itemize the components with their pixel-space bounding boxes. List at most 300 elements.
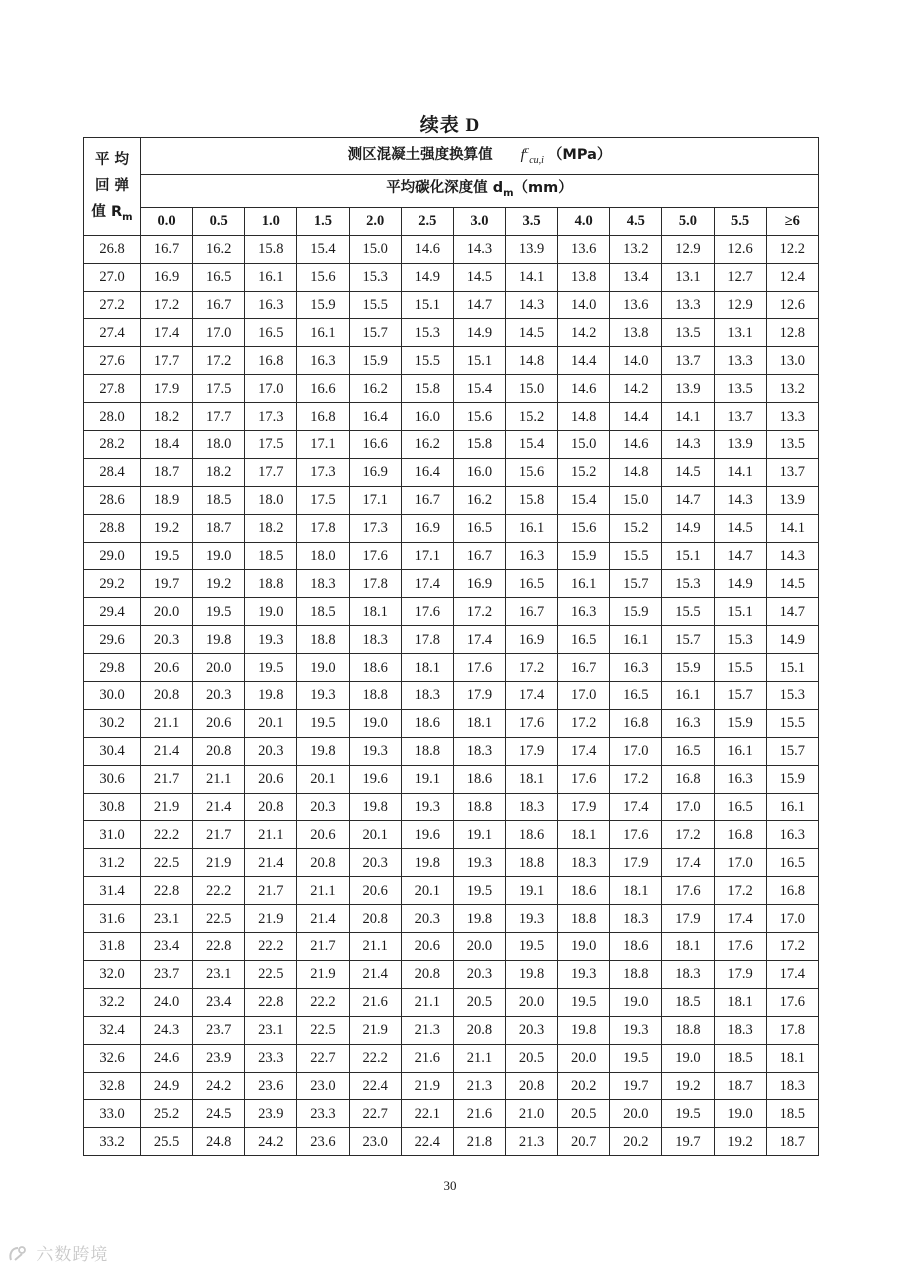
strength-value-cell: 19.7 xyxy=(662,1128,714,1156)
strength-value-cell: 17.2 xyxy=(766,933,818,961)
strength-value-cell: 20.2 xyxy=(610,1128,662,1156)
strength-value-cell: 21.4 xyxy=(193,793,245,821)
strength-value-cell: 16.7 xyxy=(401,486,453,514)
strength-value-cell: 13.3 xyxy=(662,291,714,319)
rebound-value-cell: 28.6 xyxy=(84,486,141,514)
strength-value-cell: 18.3 xyxy=(453,737,505,765)
strength-value-cell: 15.4 xyxy=(558,486,610,514)
table-row xyxy=(84,960,819,988)
strength-value-cell: 16.6 xyxy=(297,375,349,403)
strength-value-cell: 17.9 xyxy=(453,682,505,710)
strength-value-cell: 15.7 xyxy=(714,682,766,710)
strength-value-cell: 18.7 xyxy=(193,514,245,542)
strength-value-cell: 18.7 xyxy=(766,1128,818,1156)
strength-value-cell: 16.7 xyxy=(558,654,610,682)
strength-value-cell: 23.3 xyxy=(297,1100,349,1128)
strength-value-cell: 20.8 xyxy=(245,793,297,821)
strength-value-cell: 14.7 xyxy=(453,291,505,319)
strength-value-cell: 21.3 xyxy=(453,1072,505,1100)
strength-value-cell: 16.9 xyxy=(349,458,401,486)
strength-value-cell: 16.3 xyxy=(505,542,557,570)
strength-value-cell: 15.0 xyxy=(505,375,557,403)
strength-value-cell: 15.4 xyxy=(297,235,349,263)
table-row xyxy=(84,291,819,319)
strength-value-cell: 23.3 xyxy=(245,1044,297,1072)
strength-value-cell: 14.5 xyxy=(453,263,505,291)
strength-value-cell: 22.5 xyxy=(141,849,193,877)
table-row xyxy=(84,542,819,570)
rebound-value-cell: 30.6 xyxy=(84,765,141,793)
strength-value-cell: 14.3 xyxy=(505,291,557,319)
strength-value-cell: 19.8 xyxy=(558,1016,610,1044)
table-row xyxy=(84,403,819,431)
strength-value-cell: 21.1 xyxy=(297,877,349,905)
unit-text: （MPa） xyxy=(547,147,612,163)
row-header-line-2: 回 弹 xyxy=(94,178,130,195)
header-row-main xyxy=(84,138,819,175)
strength-value-cell: 16.9 xyxy=(505,626,557,654)
strength-value-cell: 17.4 xyxy=(401,570,453,598)
strength-value-cell: 20.1 xyxy=(245,709,297,737)
strength-value-cell: 23.1 xyxy=(245,1016,297,1044)
row-header-cell xyxy=(84,138,141,236)
strength-value-cell: 19.7 xyxy=(141,570,193,598)
strength-value-cell: 18.7 xyxy=(714,1072,766,1100)
strength-value-cell: 21.6 xyxy=(453,1100,505,1128)
strength-value-cell: 20.8 xyxy=(349,905,401,933)
strength-value-cell: 19.8 xyxy=(505,960,557,988)
table-row xyxy=(84,319,819,347)
strength-value-cell: 21.9 xyxy=(401,1072,453,1100)
strength-value-cell: 16.1 xyxy=(714,737,766,765)
strength-value-cell: 14.3 xyxy=(662,431,714,459)
table-row xyxy=(84,431,819,459)
strength-value-cell: 16.5 xyxy=(610,682,662,710)
strength-value-cell: 16.1 xyxy=(297,319,349,347)
strength-value-cell: 18.5 xyxy=(766,1100,818,1128)
strength-value-cell: 13.1 xyxy=(714,319,766,347)
strength-value-cell: 16.3 xyxy=(610,654,662,682)
strength-value-cell: 14.5 xyxy=(505,319,557,347)
strength-value-cell: 20.6 xyxy=(193,709,245,737)
strength-value-cell: 19.8 xyxy=(453,905,505,933)
strength-value-cell: 17.6 xyxy=(714,933,766,961)
strength-value-cell: 19.0 xyxy=(558,933,610,961)
column-header: 5.0 xyxy=(662,207,714,235)
column-header: 4.0 xyxy=(558,207,610,235)
strength-value-cell: 19.5 xyxy=(453,877,505,905)
strength-value-cell: 18.8 xyxy=(349,682,401,710)
strength-value-cell: 14.3 xyxy=(453,235,505,263)
strength-value-cell: 15.7 xyxy=(766,737,818,765)
strength-value-cell: 16.1 xyxy=(610,626,662,654)
strength-value-cell: 20.8 xyxy=(453,1016,505,1044)
strength-value-cell: 22.8 xyxy=(193,933,245,961)
column-header: 1.5 xyxy=(297,207,349,235)
strength-value-cell: 18.8 xyxy=(610,960,662,988)
strength-value-cell: 14.7 xyxy=(714,542,766,570)
strength-value-cell: 16.5 xyxy=(453,514,505,542)
strength-value-cell: 14.5 xyxy=(766,570,818,598)
rebound-value-cell: 31.6 xyxy=(84,905,141,933)
strength-value-cell: 16.1 xyxy=(245,263,297,291)
row-header-line-1: 平 均 xyxy=(94,152,130,169)
strength-value-cell: 19.5 xyxy=(610,1044,662,1072)
strength-value-cell: 18.8 xyxy=(662,1016,714,1044)
strength-value-cell: 17.9 xyxy=(714,960,766,988)
strength-value-cell: 17.6 xyxy=(401,598,453,626)
strength-value-cell: 18.1 xyxy=(558,821,610,849)
strength-value-cell: 16.9 xyxy=(401,514,453,542)
strength-value-cell: 17.4 xyxy=(714,905,766,933)
strength-value-cell: 18.4 xyxy=(141,431,193,459)
strength-value-cell: 13.5 xyxy=(766,431,818,459)
strength-value-cell: 13.5 xyxy=(714,375,766,403)
strength-value-cell: 16.0 xyxy=(401,403,453,431)
strength-value-cell: 15.5 xyxy=(349,291,401,319)
strength-value-cell: 21.4 xyxy=(349,960,401,988)
strength-value-cell: 20.1 xyxy=(349,821,401,849)
strength-value-cell: 23.7 xyxy=(141,960,193,988)
strength-value-cell: 16.8 xyxy=(714,821,766,849)
strength-value-cell: 15.2 xyxy=(558,458,610,486)
strength-value-cell: 19.3 xyxy=(349,737,401,765)
strength-value-cell: 15.5 xyxy=(766,709,818,737)
strength-value-cell: 22.2 xyxy=(245,933,297,961)
strength-value-cell: 12.6 xyxy=(714,235,766,263)
strength-value-cell: 17.2 xyxy=(714,877,766,905)
strength-value-cell: 16.9 xyxy=(453,570,505,598)
strength-value-cell: 17.4 xyxy=(558,737,610,765)
rebound-value-cell: 30.2 xyxy=(84,709,141,737)
strength-value-cell: 17.2 xyxy=(505,654,557,682)
strength-value-cell: 17.6 xyxy=(505,709,557,737)
strength-value-cell: 17.5 xyxy=(193,375,245,403)
table-row xyxy=(84,347,819,375)
strength-value-cell: 20.6 xyxy=(297,821,349,849)
rebound-value-cell: 27.4 xyxy=(84,319,141,347)
strength-value-cell: 20.1 xyxy=(401,877,453,905)
strength-value-cell: 15.1 xyxy=(401,291,453,319)
strength-value-cell: 19.2 xyxy=(141,514,193,542)
strength-value-cell: 15.7 xyxy=(662,626,714,654)
strength-value-cell: 19.5 xyxy=(193,598,245,626)
table-title: 续表 D xyxy=(419,115,481,136)
strength-value-cell: 18.1 xyxy=(766,1044,818,1072)
table-row xyxy=(84,486,819,514)
strength-value-cell: 14.1 xyxy=(505,263,557,291)
strength-value-cell: 17.3 xyxy=(349,514,401,542)
strength-value-cell: 16.7 xyxy=(193,291,245,319)
strength-value-cell: 13.6 xyxy=(558,235,610,263)
strength-value-cell: 19.3 xyxy=(453,849,505,877)
strength-value-cell: 16.3 xyxy=(558,598,610,626)
strength-value-cell: 16.3 xyxy=(297,347,349,375)
strength-value-cell: 20.8 xyxy=(401,960,453,988)
strength-value-cell: 21.9 xyxy=(297,960,349,988)
strength-value-cell: 21.7 xyxy=(245,877,297,905)
strength-value-cell: 18.3 xyxy=(401,682,453,710)
strength-value-cell: 18.5 xyxy=(245,542,297,570)
strength-value-cell: 13.9 xyxy=(505,235,557,263)
strength-value-cell: 16.2 xyxy=(453,486,505,514)
strength-value-cell: 20.6 xyxy=(349,877,401,905)
strength-value-cell: 16.3 xyxy=(766,821,818,849)
strength-value-cell: 16.1 xyxy=(505,514,557,542)
rebound-value-cell: 26.8 xyxy=(84,235,141,263)
strength-value-cell: 17.2 xyxy=(662,821,714,849)
strength-value-cell: 13.7 xyxy=(662,347,714,375)
strength-value-cell: 14.2 xyxy=(558,319,610,347)
strength-value-cell: 18.3 xyxy=(662,960,714,988)
strength-value-cell: 20.8 xyxy=(193,737,245,765)
formula-sub: cu,i xyxy=(529,155,544,166)
table-row xyxy=(84,1044,819,1072)
strength-value-cell: 15.3 xyxy=(401,319,453,347)
strength-value-cell: 18.8 xyxy=(245,570,297,598)
strength-value-cell: 19.5 xyxy=(505,933,557,961)
strength-value-cell: 15.2 xyxy=(610,514,662,542)
strength-value-cell: 19.2 xyxy=(193,570,245,598)
strength-value-cell: 12.2 xyxy=(766,235,818,263)
strength-value-cell: 17.8 xyxy=(349,570,401,598)
watermark xyxy=(8,1240,108,1265)
strength-value-cell: 20.0 xyxy=(453,933,505,961)
table-row xyxy=(84,821,819,849)
strength-value-cell: 12.9 xyxy=(662,235,714,263)
strength-value-cell: 21.9 xyxy=(245,905,297,933)
strength-value-cell: 18.5 xyxy=(297,598,349,626)
strength-value-cell: 19.6 xyxy=(349,765,401,793)
strength-value-cell: 18.3 xyxy=(766,1072,818,1100)
strength-value-cell: 22.4 xyxy=(401,1128,453,1156)
strength-value-cell: 18.3 xyxy=(297,570,349,598)
strength-value-cell: 16.8 xyxy=(245,347,297,375)
table-row xyxy=(84,737,819,765)
strength-value-cell: 15.8 xyxy=(505,486,557,514)
table-row xyxy=(84,682,819,710)
strength-value-cell: 21.1 xyxy=(401,988,453,1016)
rebound-value-cell: 32.8 xyxy=(84,1072,141,1100)
strength-value-cell: 14.8 xyxy=(610,458,662,486)
page-number: 30 xyxy=(443,1178,457,1193)
strength-value-cell: 16.2 xyxy=(349,375,401,403)
strength-value-cell: 17.4 xyxy=(505,682,557,710)
strength-value-cell: 15.1 xyxy=(662,542,714,570)
strength-value-cell: 18.6 xyxy=(505,821,557,849)
strength-value-cell: 14.3 xyxy=(714,486,766,514)
strength-value-cell: 19.0 xyxy=(193,542,245,570)
strength-value-cell: 17.6 xyxy=(349,542,401,570)
strength-value-cell: 15.9 xyxy=(714,709,766,737)
strength-value-cell: 18.3 xyxy=(558,849,610,877)
strength-value-cell: 17.9 xyxy=(662,905,714,933)
rebound-value-cell: 32.2 xyxy=(84,988,141,1016)
strength-value-cell: 22.2 xyxy=(193,877,245,905)
strength-value-cell: 14.9 xyxy=(662,514,714,542)
strength-value-cell: 18.1 xyxy=(610,877,662,905)
strength-value-cell: 17.6 xyxy=(610,821,662,849)
strength-value-cell: 17.6 xyxy=(558,765,610,793)
table-row xyxy=(84,877,819,905)
strength-value-cell: 20.3 xyxy=(349,849,401,877)
strength-value-cell: 19.7 xyxy=(610,1072,662,1100)
rebound-value-cell: 30.8 xyxy=(84,793,141,821)
strength-value-cell: 24.2 xyxy=(245,1128,297,1156)
rebound-value-cell: 31.0 xyxy=(84,821,141,849)
strength-value-cell: 24.8 xyxy=(193,1128,245,1156)
rebound-value-cell: 32.0 xyxy=(84,960,141,988)
strength-value-cell: 17.2 xyxy=(141,291,193,319)
strength-value-cell: 18.7 xyxy=(141,458,193,486)
strength-value-cell: 19.3 xyxy=(245,626,297,654)
strength-value-cell: 15.6 xyxy=(297,263,349,291)
strength-value-cell: 14.6 xyxy=(558,375,610,403)
strength-value-cell: 21.8 xyxy=(453,1128,505,1156)
strength-value-cell: 14.6 xyxy=(610,431,662,459)
strength-value-cell: 14.1 xyxy=(714,458,766,486)
strength-value-cell: 20.6 xyxy=(401,933,453,961)
strength-value-cell: 21.7 xyxy=(193,821,245,849)
sub-header-text: 平均碳化深度值 d xyxy=(386,180,504,196)
strength-value-cell: 20.3 xyxy=(453,960,505,988)
strength-value-cell: 21.6 xyxy=(349,988,401,1016)
strength-value-cell: 14.9 xyxy=(453,319,505,347)
strength-value-cell: 17.1 xyxy=(349,486,401,514)
strength-value-cell: 13.8 xyxy=(610,319,662,347)
strength-value-cell: 19.0 xyxy=(297,654,349,682)
strength-value-cell: 20.5 xyxy=(453,988,505,1016)
rebound-value-cell: 29.6 xyxy=(84,626,141,654)
strength-value-cell: 17.9 xyxy=(610,849,662,877)
strength-value-cell: 19.3 xyxy=(297,682,349,710)
strength-value-cell: 21.4 xyxy=(141,737,193,765)
row-header-subscript: m xyxy=(122,212,133,224)
strength-value-cell: 17.4 xyxy=(141,319,193,347)
strength-value-cell: 18.0 xyxy=(193,431,245,459)
strength-value-cell: 16.5 xyxy=(714,793,766,821)
strength-value-cell: 16.0 xyxy=(453,458,505,486)
strength-value-cell: 17.6 xyxy=(453,654,505,682)
strength-value-cell: 17.0 xyxy=(193,319,245,347)
strength-value-cell: 17.7 xyxy=(141,347,193,375)
strength-value-cell: 14.8 xyxy=(505,347,557,375)
strength-value-cell: 20.3 xyxy=(193,682,245,710)
strength-value-cell: 13.2 xyxy=(610,235,662,263)
strength-value-cell: 13.6 xyxy=(610,291,662,319)
strength-value-cell: 17.8 xyxy=(401,626,453,654)
strength-value-cell: 20.5 xyxy=(505,1044,557,1072)
strength-value-cell: 17.4 xyxy=(766,960,818,988)
strength-value-cell: 15.5 xyxy=(610,542,662,570)
strength-value-cell: 16.3 xyxy=(714,765,766,793)
table-row xyxy=(84,1128,819,1156)
strength-value-cell: 13.1 xyxy=(662,263,714,291)
strength-value-cell: 18.3 xyxy=(610,905,662,933)
rebound-value-cell: 28.0 xyxy=(84,403,141,431)
strength-value-cell: 13.9 xyxy=(766,486,818,514)
strength-formula xyxy=(520,145,544,166)
strength-value-cell: 18.6 xyxy=(453,765,505,793)
strength-value-cell: 23.9 xyxy=(193,1044,245,1072)
strength-value-cell: 13.9 xyxy=(714,431,766,459)
strength-value-cell: 17.4 xyxy=(662,849,714,877)
strength-value-cell: 20.8 xyxy=(505,1072,557,1100)
strength-value-cell: 21.4 xyxy=(297,905,349,933)
strength-value-cell: 14.9 xyxy=(401,263,453,291)
strength-value-cell: 17.0 xyxy=(610,737,662,765)
strength-value-cell: 19.0 xyxy=(662,1044,714,1072)
strength-value-cell: 18.3 xyxy=(505,793,557,821)
rebound-value-cell: 33.0 xyxy=(84,1100,141,1128)
rebound-value-cell: 28.4 xyxy=(84,458,141,486)
sub-header-subscript: m xyxy=(503,187,514,199)
strength-value-cell: 19.8 xyxy=(401,849,453,877)
rebound-value-cell: 28.8 xyxy=(84,514,141,542)
strength-value-cell: 15.2 xyxy=(505,403,557,431)
strength-value-cell: 15.6 xyxy=(453,403,505,431)
strength-value-cell: 17.2 xyxy=(193,347,245,375)
strength-value-cell: 14.3 xyxy=(766,542,818,570)
rebound-value-cell: 32.4 xyxy=(84,1016,141,1044)
table-row xyxy=(84,793,819,821)
strength-value-cell: 16.3 xyxy=(245,291,297,319)
strength-value-cell: 19.3 xyxy=(610,1016,662,1044)
strength-value-cell: 23.0 xyxy=(297,1072,349,1100)
strength-value-cell: 15.3 xyxy=(714,626,766,654)
strength-value-cell: 17.0 xyxy=(245,375,297,403)
strength-value-cell: 19.5 xyxy=(558,988,610,1016)
main-header-text: 测区混凝土强度换算值 xyxy=(347,147,493,163)
strength-value-cell: 18.8 xyxy=(453,793,505,821)
table-row xyxy=(84,709,819,737)
strength-value-cell: 15.0 xyxy=(558,431,610,459)
strength-value-cell: 16.5 xyxy=(662,737,714,765)
strength-value-cell: 16.8 xyxy=(766,877,818,905)
strength-value-cell: 14.4 xyxy=(610,403,662,431)
strength-value-cell: 19.0 xyxy=(349,709,401,737)
strength-value-cell: 16.5 xyxy=(505,570,557,598)
strength-value-cell: 19.5 xyxy=(141,542,193,570)
strength-value-cell: 18.1 xyxy=(453,709,505,737)
table-row xyxy=(84,375,819,403)
strength-value-cell: 17.9 xyxy=(558,793,610,821)
strength-value-cell: 21.9 xyxy=(141,793,193,821)
rebound-value-cell: 31.4 xyxy=(84,877,141,905)
strength-value-cell: 18.1 xyxy=(349,598,401,626)
strength-value-cell: 23.6 xyxy=(297,1128,349,1156)
rebound-value-cell: 29.0 xyxy=(84,542,141,570)
strength-value-cell: 14.9 xyxy=(766,626,818,654)
strength-value-cell: 20.3 xyxy=(141,626,193,654)
strength-value-cell: 18.5 xyxy=(662,988,714,1016)
strength-value-cell: 15.3 xyxy=(662,570,714,598)
strength-value-cell: 16.7 xyxy=(453,542,505,570)
strength-value-cell: 23.4 xyxy=(193,988,245,1016)
strength-value-cell: 21.1 xyxy=(245,821,297,849)
strength-value-cell: 14.7 xyxy=(766,598,818,626)
strength-value-cell: 17.0 xyxy=(766,905,818,933)
table-row xyxy=(84,988,819,1016)
strength-value-cell: 16.9 xyxy=(141,263,193,291)
watermark-logo-icon xyxy=(8,1245,30,1263)
strength-value-cell: 17.0 xyxy=(662,793,714,821)
strength-value-cell: 20.0 xyxy=(558,1044,610,1072)
strength-value-cell: 21.0 xyxy=(505,1100,557,1128)
strength-value-cell: 14.8 xyxy=(558,403,610,431)
watermark-text: 六数跨境 xyxy=(36,1245,109,1265)
strength-value-cell: 24.9 xyxy=(141,1072,193,1100)
